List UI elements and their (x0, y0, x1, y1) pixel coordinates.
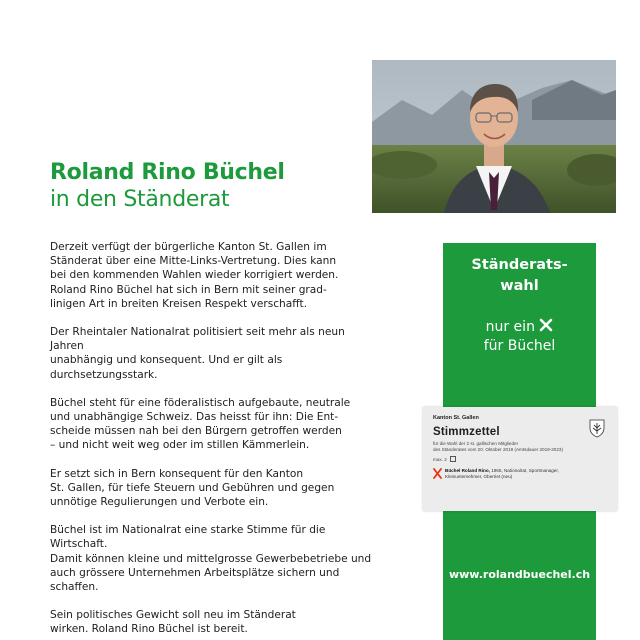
ballot-description: für die Wahl der 2 st. gallischen Mitglieder des Ständerates vom 20. Oktober 2019 (Amtsdauer 2019-2023) (433, 441, 563, 452)
website-link[interactable]: www.rolandbuechel.ch (448, 568, 591, 581)
candidate-name: Roland Rino Büchel (50, 160, 285, 185)
cross-mark-icon (433, 468, 442, 479)
body-text (50, 240, 380, 640)
sidebar-slogan: nur ein für Büchel (483, 319, 556, 354)
sidebar-heading: Ständerats- wahl (471, 257, 568, 294)
paragraph: Büchel ist im Nationalrat eine starke Stimme für die Wirtschaft. Damit können kleine und mittelgrosse Gewerbebetriebe und auch grössere Unternehmen Arbeitsplätze sichern und schaffen. (50, 524, 372, 594)
paragraph: Der Rheintaler Nationalrat politisiert seit mehr als neun Jahren unabhängig und konsequent. Und er gilt als durchsetzungsstark. (50, 326, 345, 381)
cross-mark-icon (539, 318, 553, 332)
ballot-max: max. 2 (433, 456, 607, 462)
paragraph: Büchel steht für eine föderalistisch aufgebaute, neutrale und unabhängige Schweiz. Das heisst für ihn: Die Ent- scheide müssen nah bei den Bürgern getroffen werden – und nicht weit weg oder im stillen Kämmerlein. (50, 396, 351, 452)
candidate-photo (372, 60, 616, 213)
paragraph: Sein politisches Gewicht soll neu im Ständerat wirken. Roland Rino Büchel ist bereit. (50, 609, 296, 636)
ballot-title: Stimmzettel (433, 426, 500, 438)
canton-crest-icon (589, 419, 605, 438)
heading-subtitle: in den Ständerat (50, 187, 230, 212)
ballot-candidate: Büchel Roland Rino, 1965, Nationalrat, Sportmanager, Kleinunternehmer, Oberriet (neu) (433, 468, 607, 480)
paragraph: Derzeit verfügt der bürgerliche Kanton St. Gallen im Ständerat über eine Mitte-Links-Vertretung. Dies kann bei den kommenden Wahlen wieder korrigiert werden. Roland Rino Büchel hat sich in Bern mit seiner grad- linigen Art in breiten Kreisen Respekt verschafft. (50, 241, 339, 310)
checkbox-icon (450, 456, 456, 462)
page-heading (50, 160, 285, 212)
ballot-canton: Kanton St. Gallen (433, 415, 479, 421)
ballot-card (423, 407, 617, 511)
paragraph: Er setzt sich in Bern konsequent für den Kanton St. Gallen, für tiefe Steuern und Gebühren und gegen unnötige Regulierungen und Verbote ein. (50, 467, 335, 509)
